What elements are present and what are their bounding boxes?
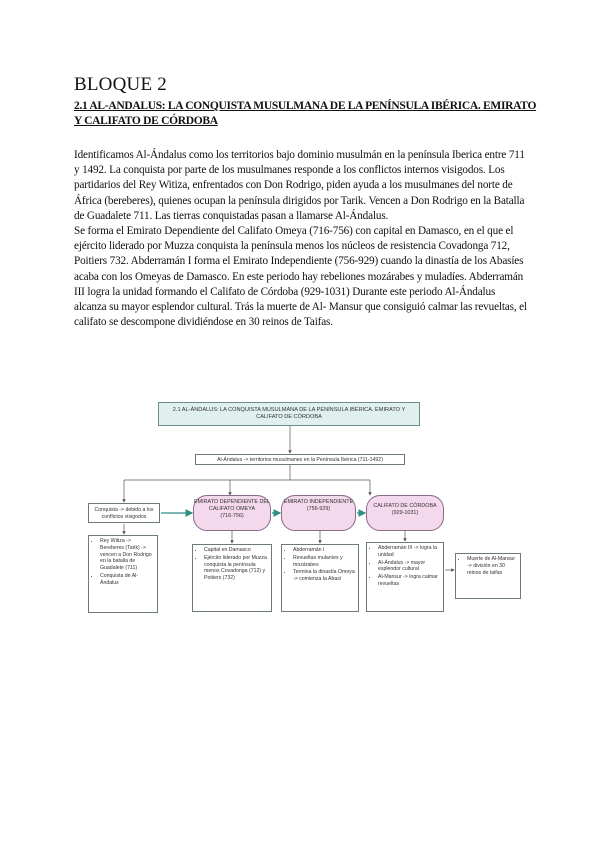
stage-emirato-independiente [281,495,356,531]
body-text [74,148,530,330]
diagram-title: 2.1 AL-ÁNDALUS: LA CONQUISTA MUSULMANA DE LA PENÍNSULA IBÉRICA. EMIRATO Y CALIFATO DE CÓRDOBA [158,402,420,426]
page-heading: BLOQUE 2 [74,74,167,95]
card-item: • Al-Mansur -> logra calmar revueltas [378,574,440,588]
card-emirato-independiente [281,544,359,612]
concept-map [80,395,530,635]
stage-emirato-dependiente [193,495,271,531]
diagram-subtitle: Al-Ándalus -> territorios musulmanes en la Península Ibérica (711-1492) [195,454,405,465]
paragraph: Identificamos Al-Ándalus como los territorios bajo dominio musulmán en la península Iberica entre 711 y 1492. La conquista por parte de los musulmanes responde a los conflictos internos visigodos. Los partidarios del Rey Witiza, enfrentados con Don Rodrigo, piden ayuda a los musulmanes del norte de África (bereberes), quienes ocupan la península dirigidos por Tarik. Vencen a Don Rodrigo en la Batalla de Guadalete 711. Las tierras conquistadas pasan a llamarse Al-Ándalus. [74,149,525,222]
stage-dates: (929-1031) [391,510,419,516]
conquest-note: Conquista -> debido a los conflictos visigodos [88,503,160,523]
stage-label: EMIRATO DEPENDIENTE DEL CALIFATO OMEYA [194,499,270,512]
stage-label: CALIFATO DE CÓRDOBA [373,503,437,509]
stage-califato-cordoba [366,495,444,531]
card-item: • Capital en Damasco [204,547,268,554]
card-item: • Al-Ándalus -> mayor esplendor cultural [378,560,440,574]
card-item: • Conquista de Al-Ándalus [100,573,154,587]
stage-dates: (716-756) [220,513,244,519]
card-item: • Termina la dinastía Omeya -> comienza la Abasí [293,569,355,583]
card-item: • Rey Witiza -> Bereberes (Tarik) -> vencen a Don Rodrigo en la batalla de Guadalete (711) [100,538,154,572]
card-item: • Muerte de Al-Mansur -> división en 30 reinos de taifas [467,556,517,576]
card-taifas [455,553,521,599]
card-califato-cordoba [366,542,444,612]
paragraph: Se forma el Emirato Dependiente del Califato Omeya (716-756) con capital en Damasco, en el que el ejército liderado por Muzza conquista la península menos los núcleos de resistencia Covadonga 712, Poitiers 732. Abderramán I forma el Emirato Independiente (756-929) cuando la dinastía de los Abasíes acaba con los Omeyas de Damasco. En este periodo hay rebeliones mozárabes y muladíes. Abderramán III logra la unidad formando el Califato de Córdoba (929-1031) Durante este periodo Al-Ándalus alcanza su mayor esplendor cultural. Trás la muerte de Al- Mansur que consiguió calmar las revueltas, el califato se descompone dividiéndose en 30 reinos de Taifas. [74,225,527,329]
section-title: 2.1 AL-ANDALUS: LA CONQUISTA MUSULMANA DE LA PENÍNSULA IBÉRICA. EMIRATO Y CALIFATO DE CÓRDOBA [74,100,537,127]
stage-dates: (756-929) [306,506,331,512]
card-item: • Ejército liderado por Muzza conquista la península menos Covadonga (712) y Poitiers (732) [204,555,268,582]
card-item: • Abderramán I [293,547,355,554]
stage-label: EMIRATO INDEPENDIENTE [283,499,354,505]
card-item: • Revueltas mulaníes y mozárabes [293,555,355,569]
card-item: • Abderramán III -> logra la unidad [378,545,440,559]
card-conquest [88,535,158,613]
card-emirato-dependiente [192,544,272,612]
